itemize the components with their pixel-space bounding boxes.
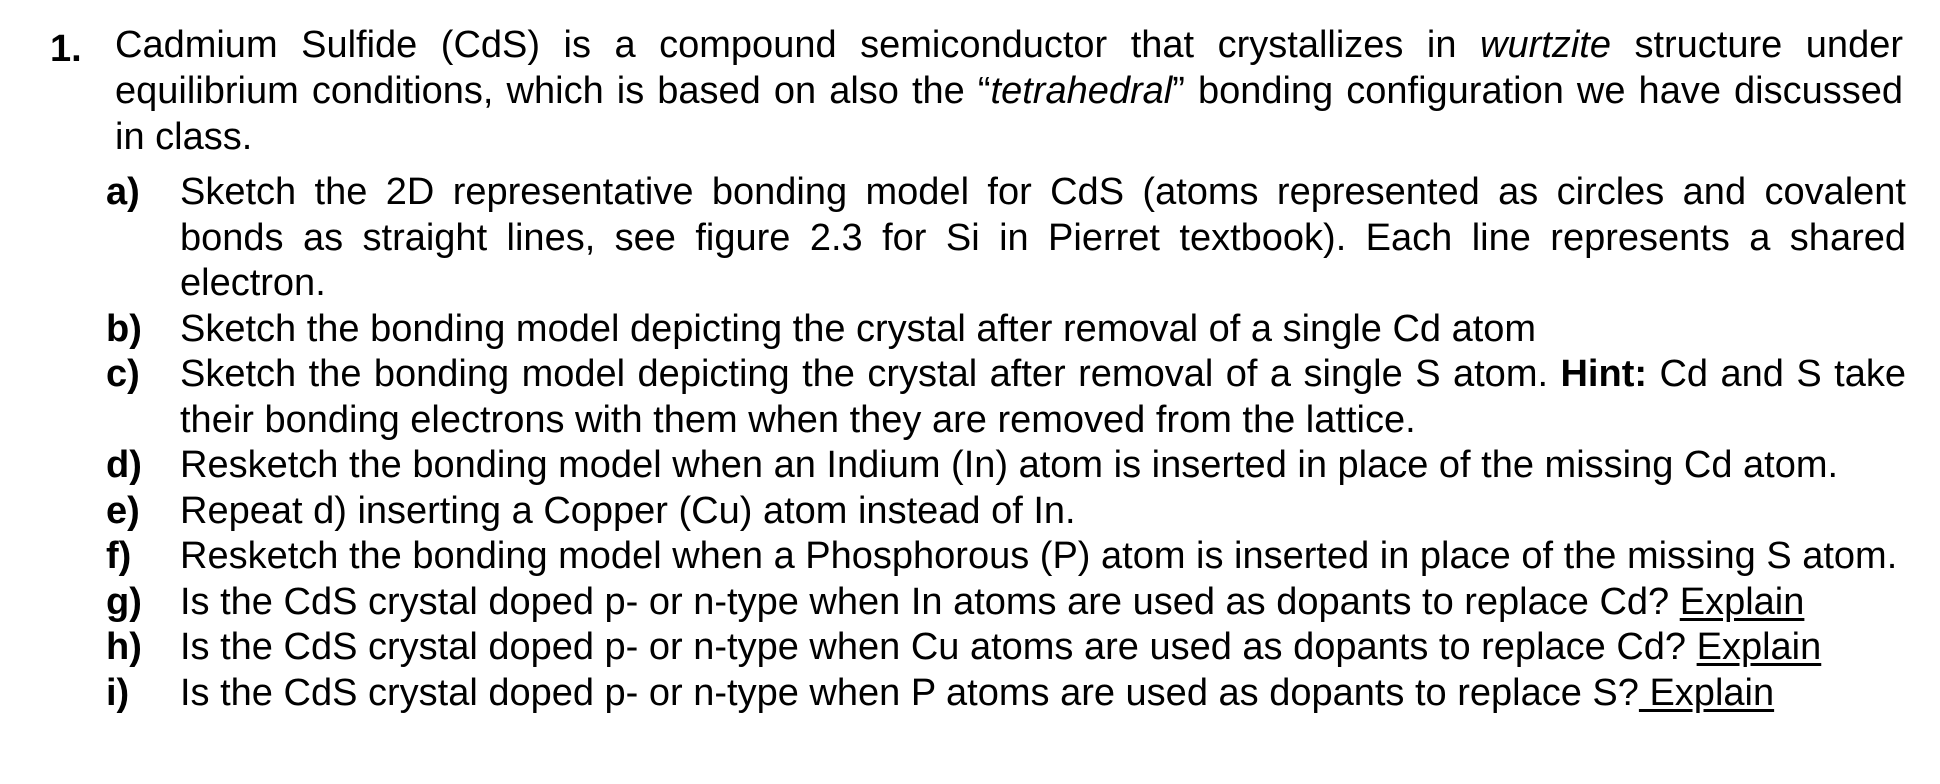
sub-question-text: Is the CdS crystal doped p- or n-type when P atoms are used as dopants to replace S? [180,671,1639,714]
sub-question-text: Sketch the 2D representative bonding model for CdS (atoms represented as circles and covalent bonds as straight lines, see figure 2.3 for Si in Pierret textbook). Each line represents a shared electron. [180,171,1906,304]
explain-label: Explain [1638,671,1775,714]
sub-question-text: Sketch the bonding model depicting the crystal after removal of a single S atom. [180,353,1561,395]
sub-question-a [106,170,1906,307]
sub-question-letter: i) [106,671,130,714]
sub-question-letter: c) [106,353,140,395]
stem-italic-tetrahedral: tetrahedral [990,70,1173,112]
sub-question-f [106,534,1906,580]
sub-question-letter: f) [106,535,132,577]
sub-question-i [106,671,1906,717]
explain-label: Explain [1696,626,1822,668]
sub-question-body [180,625,1906,671]
sub-question-letter: d) [106,444,142,486]
sub-question-text: Repeat d) inserting a Copper (Cu) atom instead of In. [180,489,1076,532]
sub-question-h [106,625,1906,671]
sub-question-text: Sketch the bonding model depicting the crystal after removal of a single Cd atom [180,307,1537,350]
sub-question-letter: h) [106,626,142,668]
sub-question-c [106,352,1906,443]
sub-question-b [106,307,1906,353]
hint-text: Cd and S take their bonding electrons with them when they are removed from the lattice. [180,353,1906,441]
sub-question-body [180,580,1906,626]
sub-question-list [106,170,1906,716]
question-number: 1. [50,28,82,70]
explain-label: Explain [1679,580,1805,623]
sub-question-e [106,489,1906,535]
sub-question-d [106,443,1906,489]
sub-question-text: Is the CdS crystal doped p- or n-type when Cu atoms are used as dopants to replace Cd? [180,626,1697,668]
sub-question-letter: g) [106,580,142,623]
stem-text-1: Cadmium Sulfide (CdS) is a compound semiconductor that crystallizes in [115,24,1481,66]
sub-question-letter: a) [106,171,140,213]
sub-question-text: Resketch the bonding model when a Phosphorous (P) atom is inserted in place of the missing S atom. [180,535,1898,577]
stem-italic-wurtzite: wurtzite [1480,24,1611,66]
sub-question-body [180,671,1906,717]
sub-question-text: Is the CdS crystal doped p- or n-type when In atoms are used as dopants to replace Cd? [180,580,1680,623]
sub-question-g [106,580,1906,626]
sub-question-letter: e) [106,489,140,532]
stem-text-3: ” bonding configuration we have discussed in class. [115,70,1904,158]
hint-label: Hint: [1560,353,1648,395]
sub-question-text: Resketch the bonding model when an Indium (In) atom is inserted in place of the missing Cd atom. [180,444,1839,486]
question-stem [115,22,1903,160]
stem-text-2: structure under equilibrium conditions, which is based on also the “ [115,24,1903,112]
sub-question-letter: b) [106,307,142,350]
sub-question-body [180,352,1906,443]
